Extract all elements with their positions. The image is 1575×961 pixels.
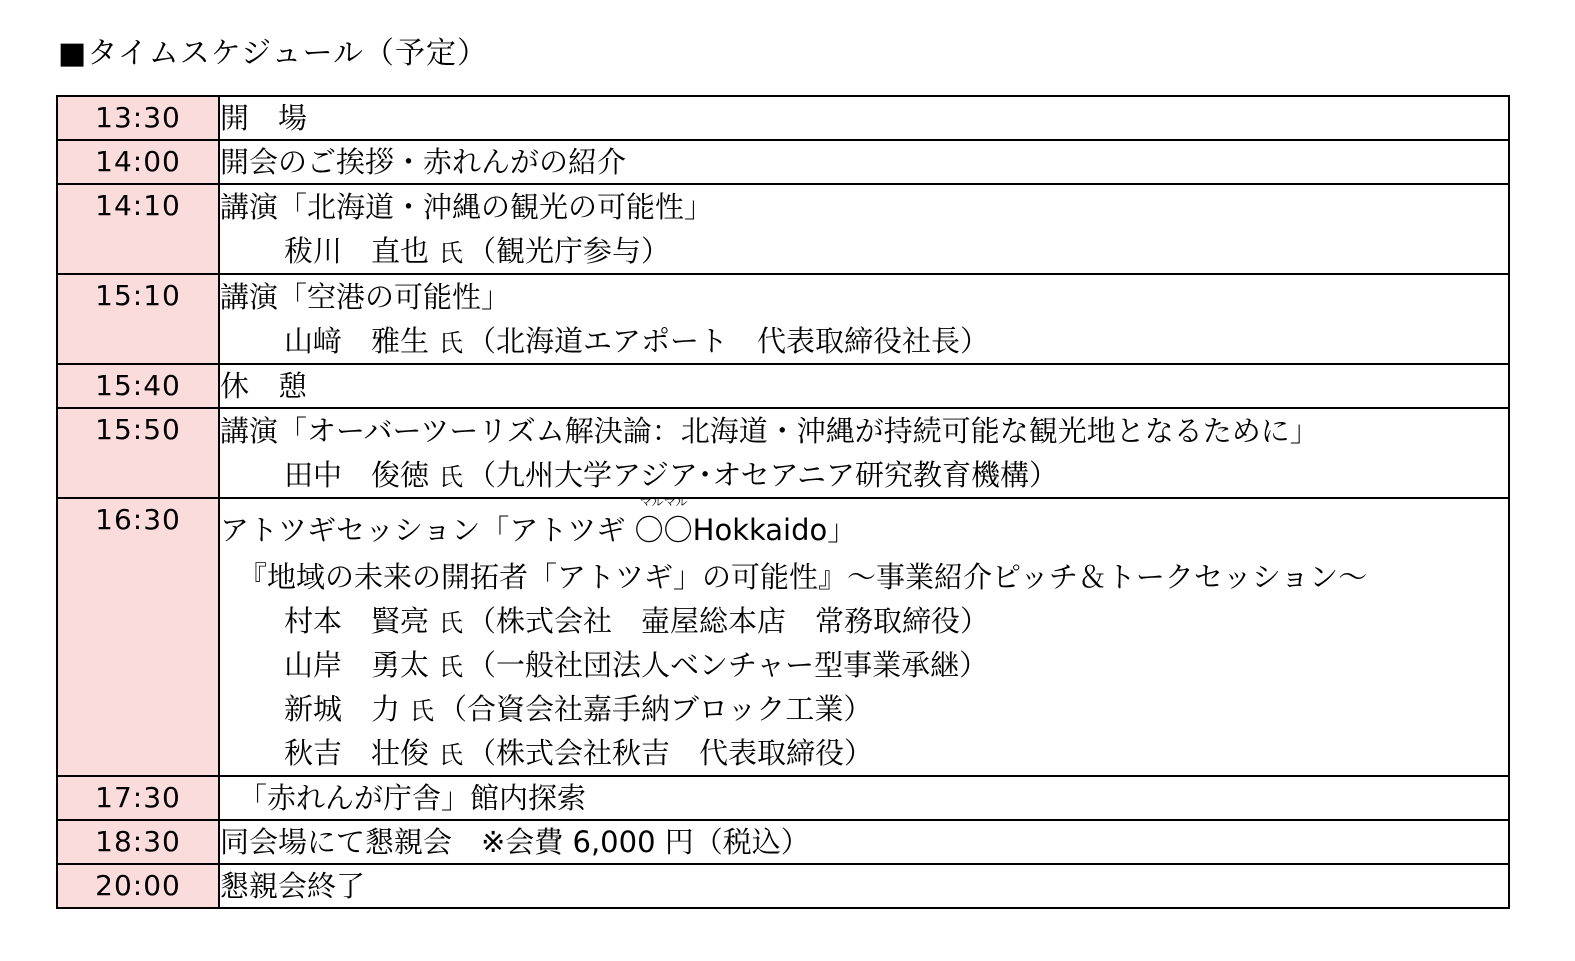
table-row — [57, 820, 1509, 864]
content-cell — [219, 274, 1509, 364]
time-cell: 15:40 — [57, 364, 219, 408]
content-cell — [219, 184, 1509, 274]
speaker-honorific: 氏 — [410, 697, 435, 725]
speaker-honorific: 氏 — [439, 653, 464, 681]
event-title: 開会のご挨拶・赤れんがの紹介 — [220, 145, 627, 179]
speaker-line — [220, 319, 1508, 363]
time-cell: 16:30 — [57, 498, 219, 776]
speaker-affiliation: （北海道エアポート 代表取締役社長） — [467, 324, 990, 358]
speaker-honorific: 氏 — [439, 463, 464, 491]
event-title: 同会場にて懇親会 ※会費 6,000 円（税込） — [220, 825, 810, 859]
table-row — [57, 274, 1509, 364]
session-subtitle: 『地域の未来の開拓者「アトツギ」の可能性』～事業紹介ピッチ＆トークセッション～ — [238, 560, 1368, 594]
speaker-affiliation: （株式会社 壷屋総本店 常務取締役） — [467, 604, 990, 638]
session-title-suffix: Hokkaido」 — [692, 513, 857, 547]
table-row — [57, 184, 1509, 274]
speaker-line — [220, 731, 1508, 775]
session-title — [220, 495, 1508, 555]
speaker-name: 山﨑 雅生 — [284, 324, 430, 358]
event-title: 懇親会終了 — [220, 869, 366, 903]
table-row — [57, 776, 1509, 820]
time-cell: 15:10 — [57, 274, 219, 364]
speaker-name: 山岸 勇太 — [284, 648, 430, 682]
speaker-affiliation: （株式会社秋吉 代表取締役） — [467, 736, 874, 770]
speaker-name: 秡川 直也 — [284, 234, 430, 268]
event-title: 講演「北海道・沖縄の観光の可能性」 — [220, 190, 714, 224]
event-title: 講演「空港の可能性」 — [220, 280, 511, 314]
session-title-prefix: アトツギセッション「アトツギ — [220, 513, 635, 547]
time-cell: 17:30 — [57, 776, 219, 820]
speaker-line — [220, 453, 1508, 497]
session-ruby-base: 〇〇 — [634, 513, 693, 547]
content-cell — [219, 495, 1509, 776]
time-cell: 15:50 — [57, 408, 219, 498]
speaker-name: 田中 俊徳 — [284, 458, 430, 492]
session-ruby-text: マルマル — [639, 495, 688, 509]
speaker-line — [220, 599, 1508, 643]
table-row — [57, 140, 1509, 184]
event-title: 休 憩 — [220, 369, 308, 403]
speaker-honorific: 氏 — [439, 329, 464, 357]
time-cell: 14:10 — [57, 184, 219, 274]
event-title: 「赤れんが庁舎」館内探索 — [238, 781, 587, 815]
speaker-name: 新城 力 — [284, 692, 401, 726]
content-cell — [219, 776, 1509, 820]
table-row — [57, 864, 1509, 908]
speaker-line — [220, 229, 1508, 273]
table-row — [57, 364, 1509, 408]
speaker-affiliation: （合資会社嘉手納ブロック工業） — [438, 692, 873, 726]
time-cell: 13:30 — [57, 96, 219, 140]
schedule-table — [56, 95, 1510, 909]
content-cell — [219, 364, 1509, 408]
speaker-honorific: 氏 — [439, 741, 464, 769]
speaker-affiliation: （一般社団法人ベンチャー型事業承継） — [467, 648, 989, 682]
speaker-honorific: 氏 — [439, 239, 464, 267]
speaker-honorific: 氏 — [439, 609, 464, 637]
time-cell: 18:30 — [57, 820, 219, 864]
session-ruby-group — [634, 495, 693, 561]
content-cell — [219, 408, 1509, 498]
table-row — [57, 408, 1509, 498]
table-row — [57, 96, 1509, 140]
speaker-name: 村本 賢亮 — [284, 604, 430, 638]
content-cell — [219, 820, 1509, 864]
speaker-line — [220, 687, 1508, 731]
content-cell — [219, 96, 1509, 140]
event-title: 講演「オーバーツーリズム解決論：北海道・沖縄が持続可能な観光地となるために」 — [220, 414, 1319, 448]
speaker-line — [220, 643, 1508, 687]
speaker-affiliation: （九州大学アジア･オセアニア研究教育機構） — [467, 458, 1059, 492]
content-cell — [219, 140, 1509, 184]
content-cell — [219, 864, 1509, 908]
time-cell: 20:00 — [57, 864, 219, 908]
table-row — [57, 498, 1509, 776]
speaker-name: 秋吉 壮俊 — [284, 736, 430, 770]
event-title: 開 場 — [220, 101, 308, 135]
speaker-affiliation: （観光庁参与） — [467, 234, 671, 268]
time-cell: 14:00 — [57, 140, 219, 184]
page-title: ■タイムスケジュール（予定） — [58, 36, 488, 71]
